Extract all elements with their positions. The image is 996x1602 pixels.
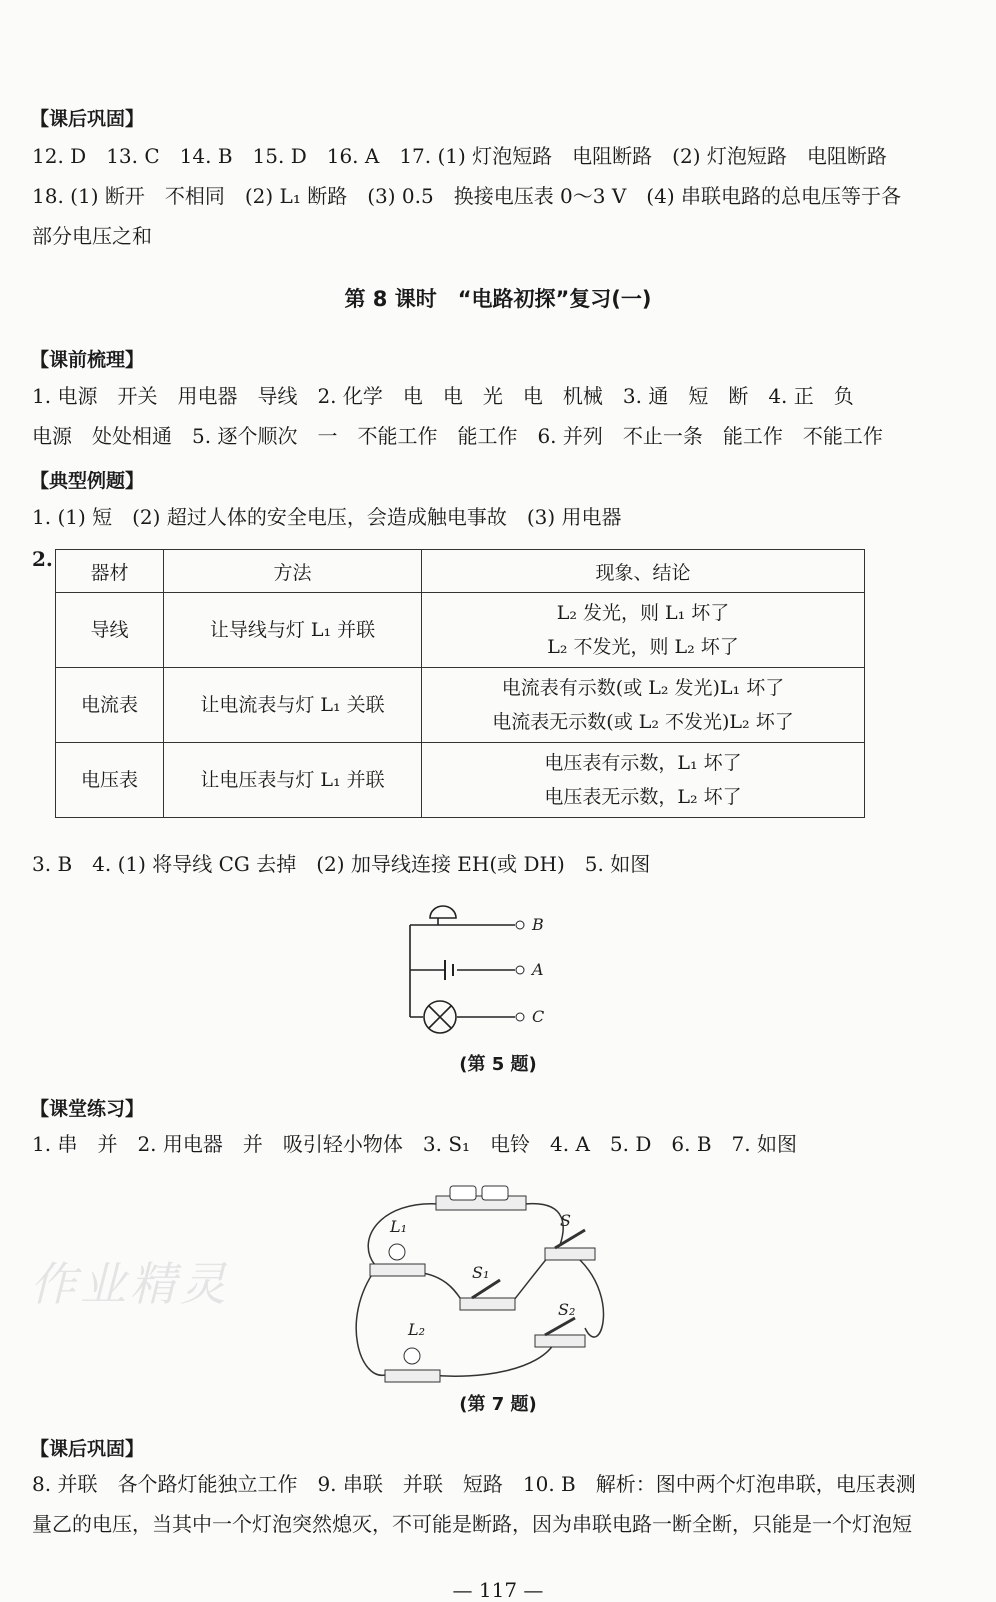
- switch-icon: [535, 1335, 585, 1347]
- figure-7-caption: (第 7 题): [459, 1394, 537, 1415]
- table-cell-method: 让电流表与灯 L₁ 关联: [164, 668, 422, 743]
- answer-line-8-10: 8. 并联 各个路灯能独立工作 9. 串联 并联 短路 10. B 解析：图中两个灯泡串联，电压表测: [32, 1472, 916, 1496]
- section-after-class-1: 【课后巩固】: [30, 108, 145, 130]
- switch-icon: [545, 1248, 595, 1260]
- battery-icon: [436, 1196, 526, 1210]
- answer-line-prep-1: 1. 电源 开关 用电器 导线 2. 化学 电 电 光 电 机械 3. 通 短 断 4. 正 负: [32, 384, 854, 408]
- table-cell-result: [422, 668, 865, 743]
- terminal-label: B: [532, 915, 544, 934]
- section-examples: 【典型例题】: [30, 470, 145, 492]
- answer-line-10-cont: 量乙的电压，当其中一个灯泡突然熄灭，不可能是断路，因为串联电路一断全断，只能是一个灯泡短: [32, 1512, 912, 1536]
- figure-5-caption: (第 5 题): [459, 1054, 537, 1075]
- bulb-icon: [404, 1348, 420, 1364]
- answer-line-3-5: 3. B 4. (1) 将导线 CG 去掉 (2) 加导线连接 EH(或 DH) 5. 如图: [32, 852, 651, 876]
- table-row: [56, 593, 865, 668]
- table-header: 现象、结论: [422, 550, 865, 593]
- component-label: S: [560, 1211, 571, 1230]
- table-cell-result: [422, 593, 865, 668]
- lamp-base: [385, 1370, 440, 1382]
- answer-line-example-1: 1. (1) 短 (2) 超过人体的安全电压，会造成触电事故 (3) 用电器: [32, 505, 622, 529]
- table-cell-result: [422, 743, 865, 818]
- terminal-label: C: [532, 1007, 545, 1026]
- battery-icon: [445, 960, 453, 980]
- result-line: 电压表有示数，L₁ 坏了: [544, 752, 742, 774]
- table-row: [56, 743, 865, 818]
- watermark: 作业精灵: [30, 1257, 230, 1311]
- table-row: [56, 668, 865, 743]
- bell-icon: [430, 906, 456, 925]
- answer-line-12-17: 12. D 13. C 14. B 15. D 16. A 17. (1) 灯泡短路 电阻断路 (2) 灯泡短路 电阻断路: [32, 144, 887, 168]
- component-label: L₂: [408, 1320, 426, 1339]
- table-cell-method: 让电压表与灯 L₁ 并联: [164, 743, 422, 818]
- section-after-class-2: 【课后巩固】: [30, 1438, 145, 1460]
- table-cell-tool: 电压表: [56, 743, 164, 818]
- answer-table: [55, 549, 865, 818]
- circuit-diagram-5: [395, 900, 565, 1040]
- table-cell-method: 让导线与灯 L₁ 并联: [164, 593, 422, 668]
- answer-line-18-cont: 部分电压之和: [32, 224, 152, 248]
- section-before-class: 【课前梳理】: [30, 349, 145, 371]
- section-in-class: 【课堂练习】: [30, 1098, 145, 1120]
- result-line: 电流表有示数(或 L₂ 发光)L₁ 坏了: [501, 677, 785, 699]
- bulb-icon: [389, 1244, 405, 1260]
- table-cell-tool: 电流表: [56, 668, 164, 743]
- table-cell-tool: 导线: [56, 593, 164, 668]
- result-line: L₂ 发光，则 L₁ 坏了: [556, 602, 730, 624]
- component-label: S₁: [472, 1263, 490, 1282]
- table-header: 器材: [56, 550, 164, 593]
- terminal-label: A: [532, 960, 544, 979]
- circuit-diagram-7: [350, 1180, 620, 1395]
- answer-line-18: 18. (1) 断开 不相同 (2) L₁ 断路 (3) 0.5 换接电压表 0～3 V (4) 串联电路的总电压等于各: [32, 184, 901, 208]
- table-header: 方法: [164, 550, 422, 593]
- answer-line-prep-2: 电源 处处相通 5. 逐个顺次 一 不能工作 能工作 6. 并列 不止一条 能工作 不能工作: [32, 424, 883, 448]
- result-line: L₂ 不发光，则 L₂ 坏了: [547, 636, 739, 658]
- answer-line-practice: 1. 串 并 2. 用电器 并 吸引轻小物体 3. S₁ 电铃 4. A 5. D 6. B 7. 如图: [32, 1132, 797, 1156]
- page-number: — 117 —: [452, 1578, 544, 1602]
- switch-icon: [460, 1298, 515, 1310]
- lamp-base: [370, 1264, 425, 1276]
- component-label: L₁: [390, 1217, 408, 1236]
- lesson-title: 第 8 课时 “电路初探”复习(一): [344, 287, 652, 311]
- table-header-row: [56, 550, 865, 593]
- result-line: 电压表无示数，L₂ 坏了: [544, 786, 742, 808]
- answer-number-2: 2.: [32, 547, 53, 571]
- result-line: 电流表无示数(或 L₂ 不发光)L₂ 坏了: [492, 711, 794, 733]
- component-label: S₂: [558, 1300, 576, 1319]
